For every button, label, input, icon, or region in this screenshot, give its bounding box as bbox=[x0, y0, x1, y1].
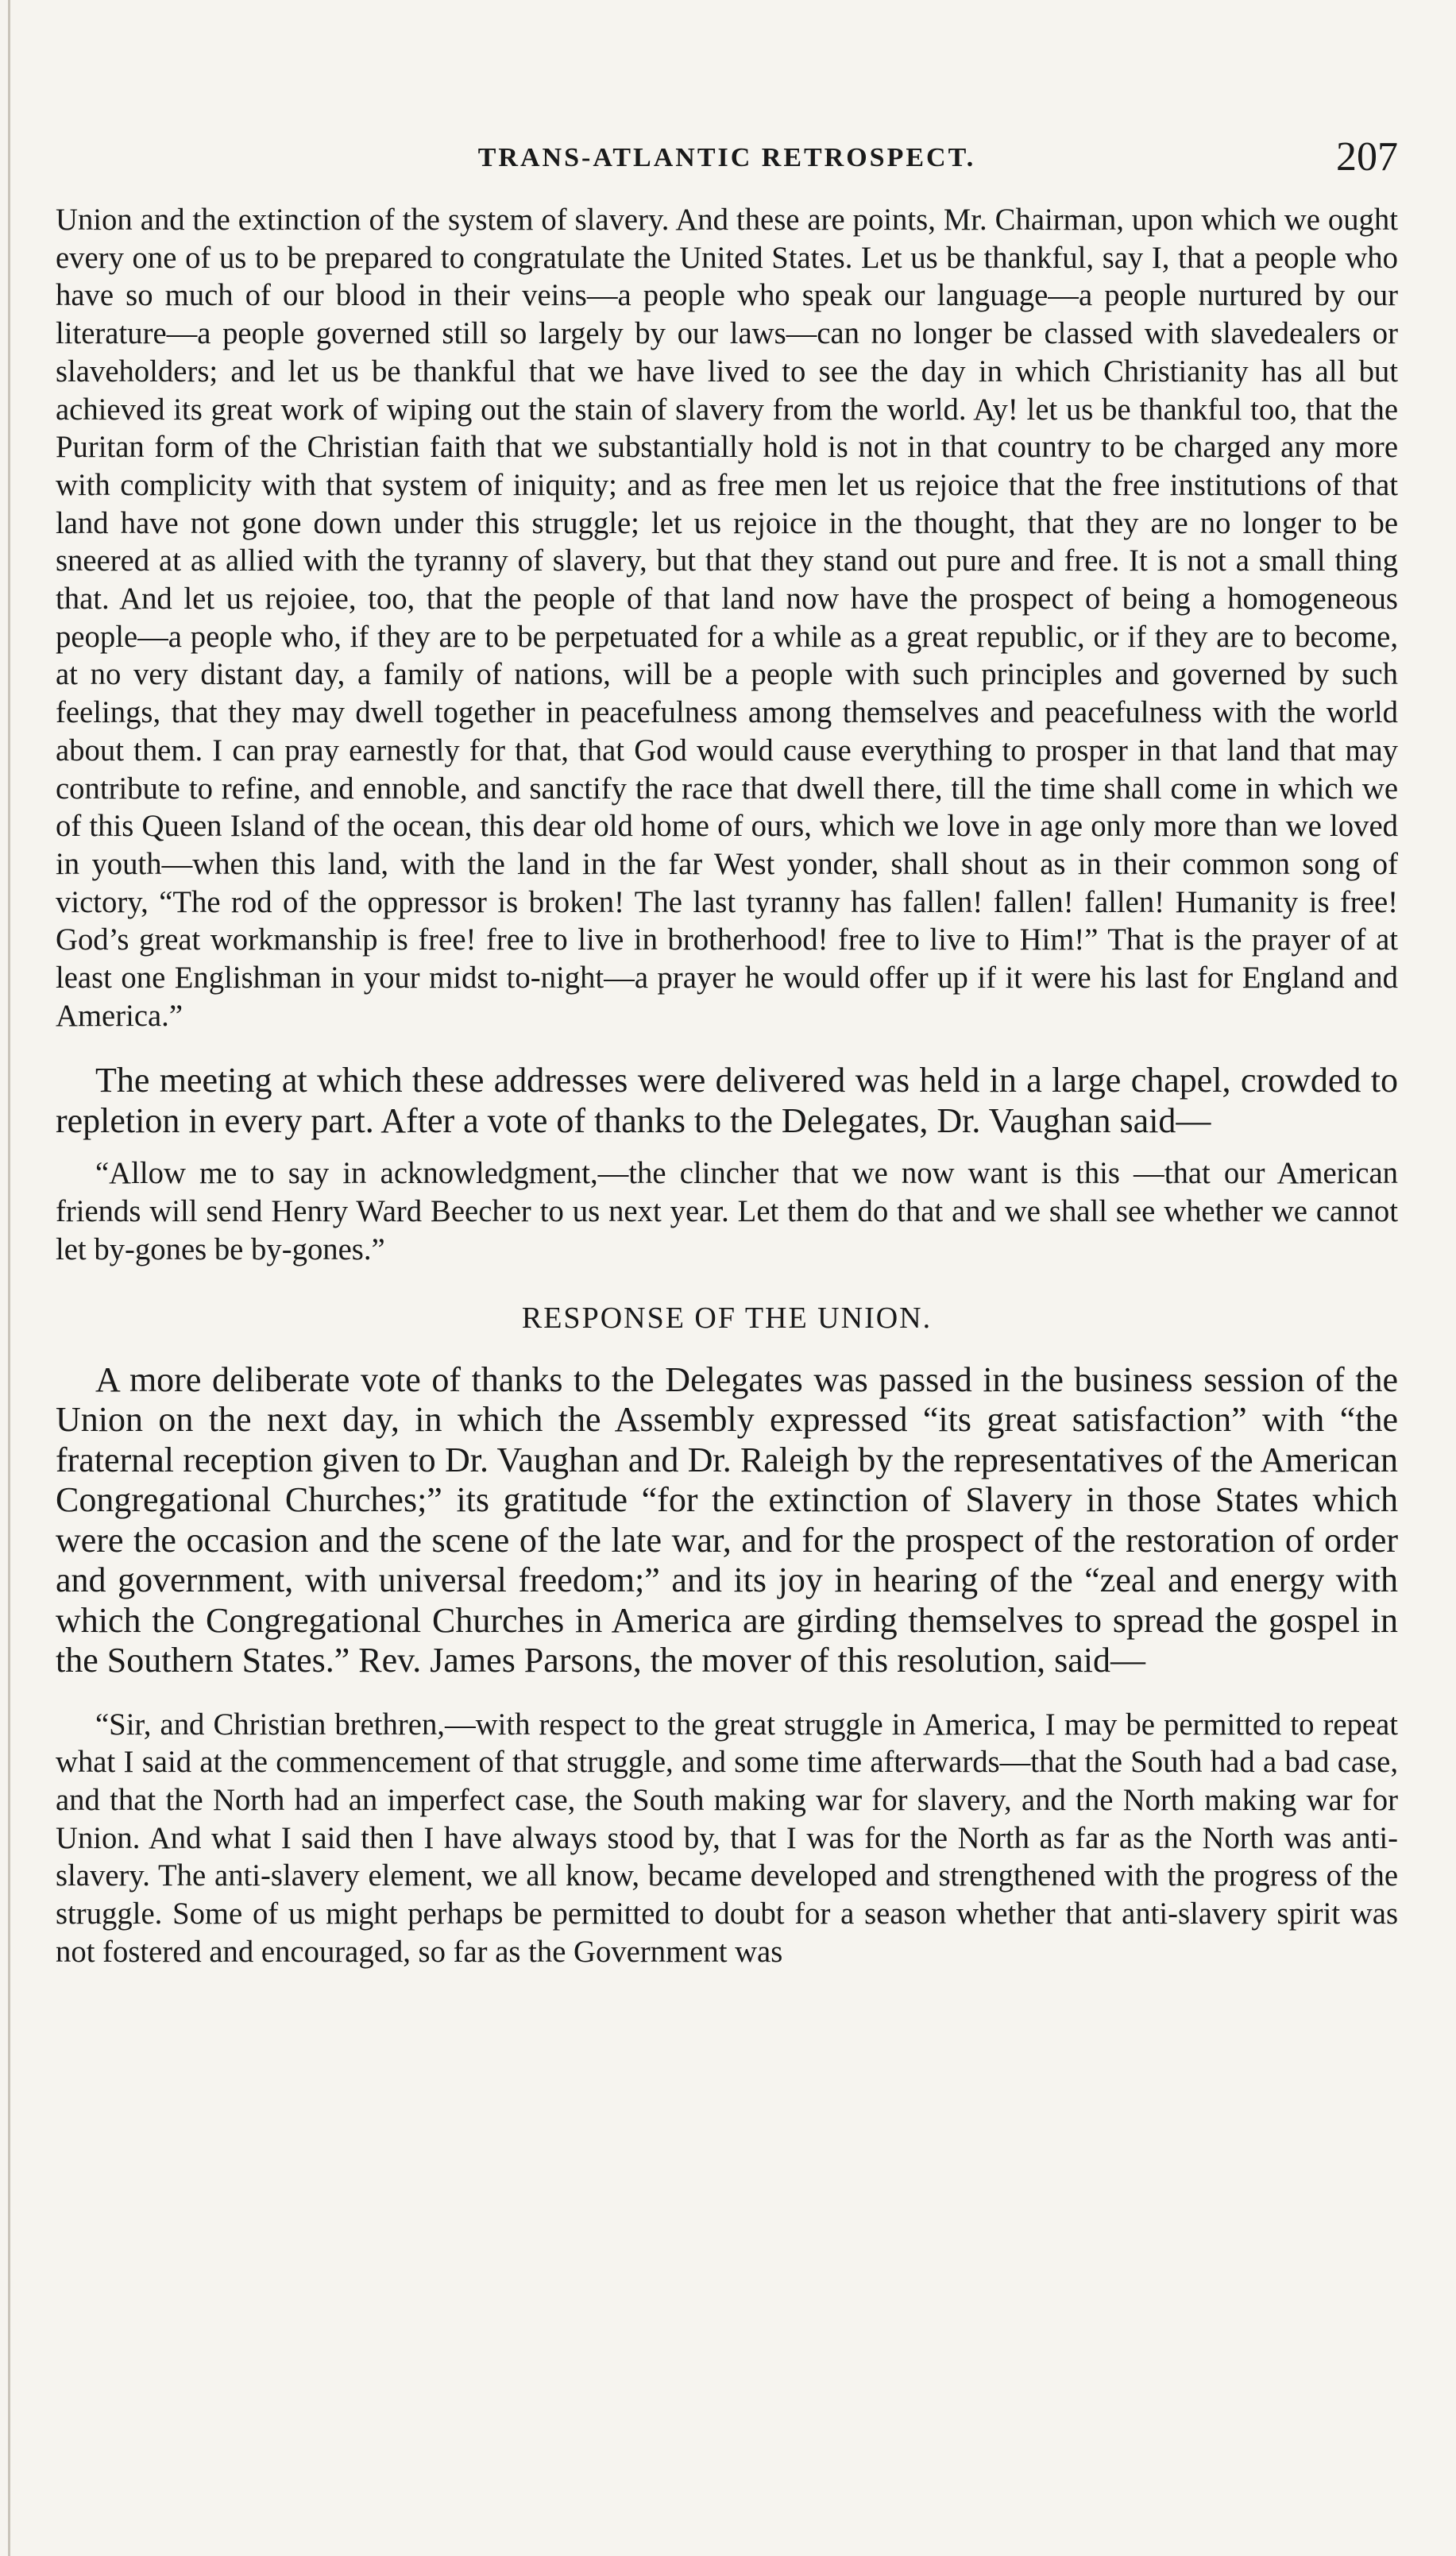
response-narrative-paragraph: A more deliberate vote of thanks to the Delegates was passed in the business session of the Union on the next day, in which the Assembly expressed “its great satisfaction” with “the fraternal reception given to Dr. Vaughan and Dr. Raleigh by the representatives of the American Congregational Churches;” its gratitude “for the extinction of Slavery in those States which were the occasion and the scene of the late war, and for the prospect of the restoration of order and government, with universal freedom;” and its joy in hearing of the “zeal and energy with which the Congregational Churches in America are girding themselves to spread the gospel in the Southern States.” Rev. James Parsons, the mover of this resolution, said— bbox=[56, 1359, 1398, 1680]
running-title: TRANS-ATLANTIC RETROSPECT. bbox=[477, 143, 976, 172]
running-head bbox=[56, 135, 1398, 191]
section-heading: RESPONSE OF THE UNION. bbox=[521, 1301, 933, 1335]
page-edge-shadow bbox=[8, 0, 10, 2556]
page-number: 207 bbox=[1336, 134, 1398, 180]
meeting-narrative-paragraph: The meeting at which these addresses were delivered was held in a large chapel, crowded to repletion in every part. After a vote of thanks to the Delegates, Dr. Vaughan said— bbox=[56, 1061, 1398, 1140]
quote-continuation-paragraph: Union and the extinction of the system of slavery. And these are points, Mr. Chairman, upon which we ought every one of us to be prepared to congratulate the United States. Let us be thankful, say I, that a people who have so much of our blood in their veins—a people who speak our language—a people nurtured by our literature—a people governed still so largely by our laws—can no longer be classed with slavedealers or slaveholders; and let us be thankful that we have lived to see the day in which Christianity has all but achieved its great work of wiping out the stain of slavery from the world. Ay! let us be thankful too, that the Puritan form of the Christian faith that we substantially hold is not in that country to be charged any more with complicity with that system of iniquity; and as free men let us rejoice that the free institutions of that land have not gone down under this struggle; let us rejoice in the thought, that they are no longer to be sneered at as allied with the tyranny of slavery, but that they stand out pure and free. It is not a small thing that. And let us rejoiee, too, that the people of that land now have the prospect of being a homogeneous people—a people who, if they are to be perpetuated for a while as a great republic, or if they are to become, at no very distant day, a family of nations, will be a people with such principles and governed by such feelings, that they may dwell together in peacefulness among themselves and peacefulness with the world about them. I can pray earnestly for that, that God would cause everything to prosper in that land that may contribute to refine, and ennoble, and sanctify the race that dwell there, till the time shall come in which we of this Queen Island of the ocean, this dear old home of ours, which we love in age only more than we loved in youth—when this land, with the land in the far West yonder, shall shout as in their common song of victory, “The rod of the oppressor is broken! The last tyranny has fallen! fallen! fallen! Humanity is free! God’s great workmanship is free! free to live in brotherhood! free to live to Him!” That is the prayer of at least one Englishman in your midst to-night—a prayer he would offer up if it were his last for England and America.” bbox=[56, 203, 1398, 1033]
book-page bbox=[56, 135, 1398, 1972]
vaughan-quote-paragraph: “Allow me to say in acknowledgment,—the clincher that we now want is this —that our American friends will send Henry Ward Beecher to us next year. Let them do that and we shall see whether we cannot let by-gones be by-gones.” bbox=[56, 1157, 1398, 1266]
parsons-quote-paragraph: “Sir, and Christian brethren,—with respect to the great struggle in America, I may be permitted to repeat what I said at the commencement of that struggle, and some time afterwards—that the South had a bad case, and that the North had an imperfect case, the South making war for slavery, and the North making war for Union. And what I said then I have always stood by, that I was for the North as far as the North was anti-slavery. The anti-slavery element, we all know, became developed and strengthened with the progress of the struggle. Some of us might perhaps be permitted to doubt for a season whether that anti-slavery spirit was not fostered and encouraged, so far as the Government was bbox=[56, 1707, 1398, 1969]
